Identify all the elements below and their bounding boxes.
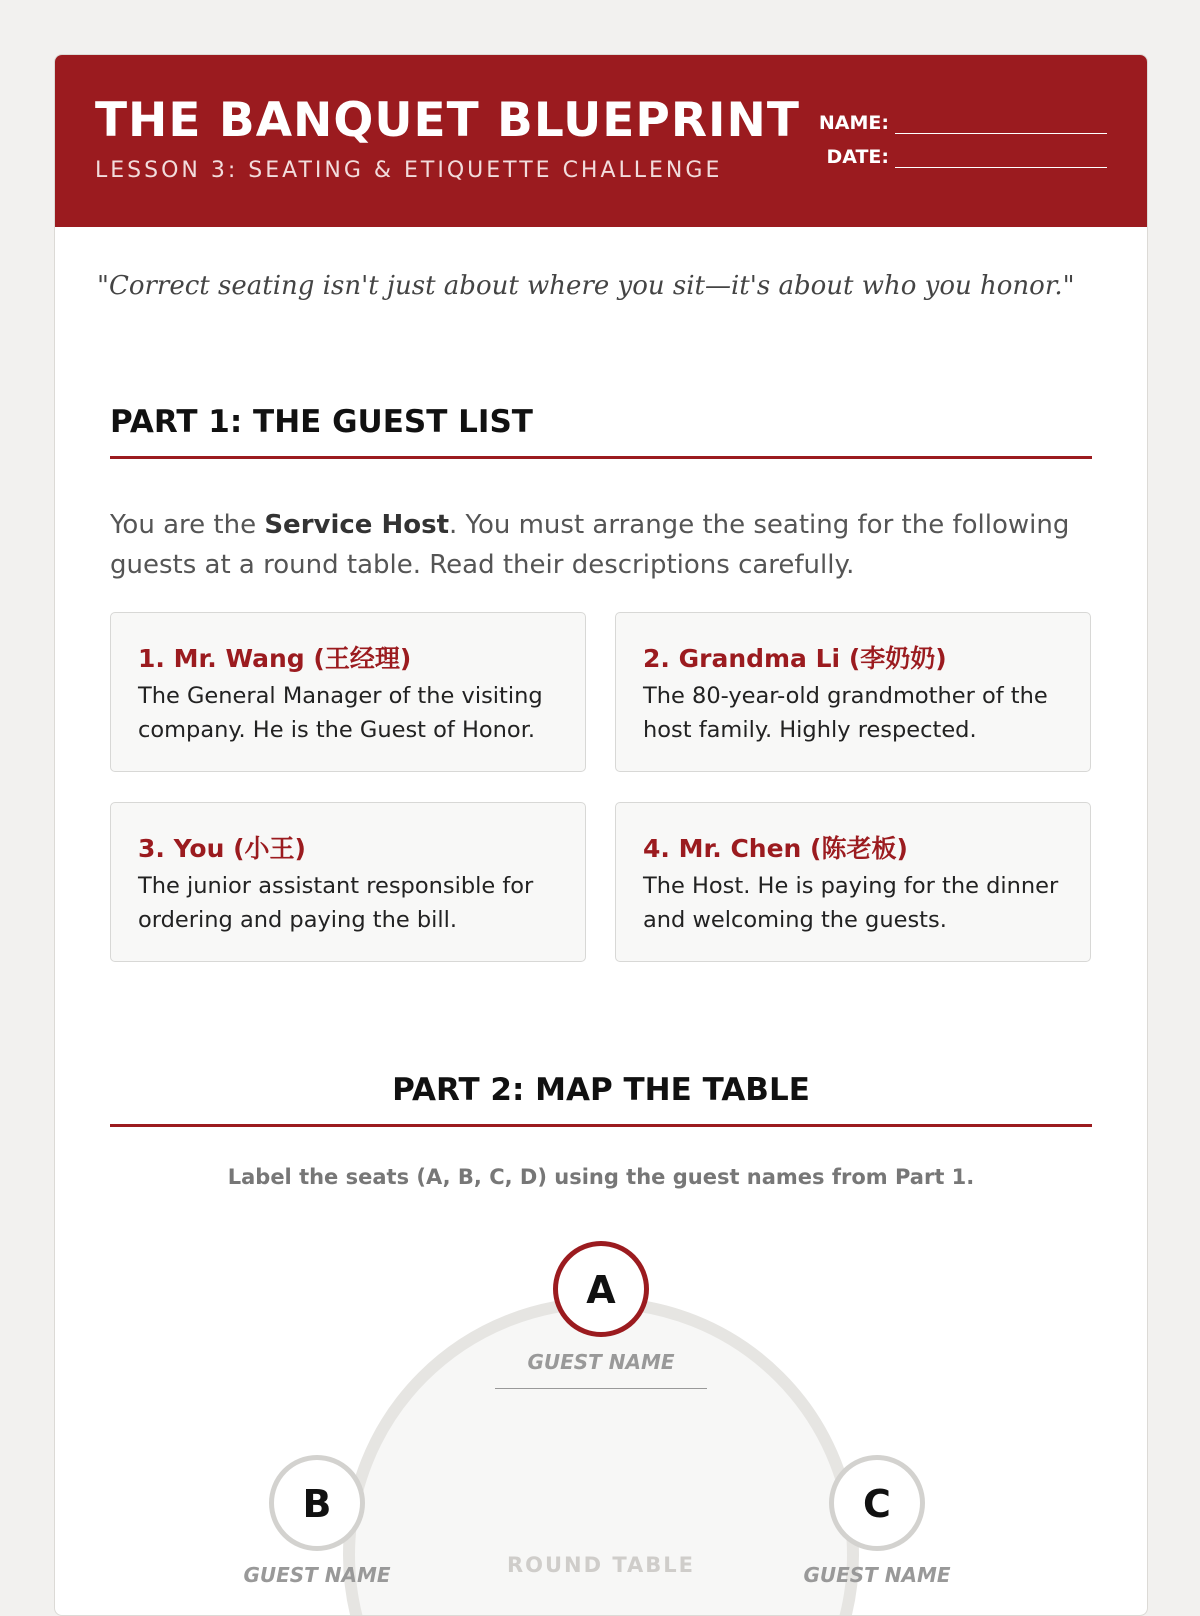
guest-name: 1. Mr. Wang (王经理)	[138, 644, 412, 673]
guest-card-wang	[110, 612, 586, 772]
worksheet-card	[54, 54, 1148, 1616]
seating-diagram	[55, 1225, 1147, 1616]
part2-heading: PART 2: MAP THE TABLE	[110, 1072, 1092, 1127]
seat-a-guest-name-blank[interactable]: GUEST NAME	[495, 1350, 707, 1389]
guest-description: The 80-year-old grandmother of the host family. Highly respected.	[643, 683, 1048, 743]
intro-quote: "Correct seating isn't just about where you sit—it's about who you honor."	[97, 271, 1075, 301]
guest-description: The General Manager of the visiting company. He is the Guest of Honor.	[138, 683, 543, 743]
worksheet-title: THE BANQUET BLUEPRINT	[95, 93, 800, 148]
seat-b-guest-name-blank[interactable]: GUEST NAME	[243, 1563, 391, 1587]
date-label: DATE:	[826, 146, 889, 168]
guest-name: 3. You (小王)	[138, 834, 306, 863]
guest-card-grandma-li	[615, 612, 1091, 772]
guest-name: 2. Grandma Li (李奶奶)	[643, 644, 947, 673]
intro-role: Service Host	[264, 510, 449, 540]
intro-text-start: You are the	[110, 510, 265, 540]
part1-heading: PART 1: THE GUEST LIST	[110, 404, 1092, 459]
date-field[interactable]	[826, 146, 1107, 168]
name-label: NAME:	[818, 112, 889, 134]
guest-name: 4. Mr. Chen (陈老板)	[643, 834, 908, 863]
part2-instruction: Label the seats (A, B, C, D) using the guest names from Part 1.	[227, 1165, 975, 1189]
header-banner	[55, 55, 1147, 227]
seat-a[interactable]: A	[553, 1241, 649, 1337]
round-table-label: ROUND TABLE	[506, 1553, 696, 1577]
guest-description: The Host. He is paying for the dinner and welcoming the guests.	[643, 873, 1059, 933]
lesson-subtitle: LESSON 3: SEATING & ETIQUETTE CHALLENGE	[95, 158, 723, 183]
name-field[interactable]	[819, 112, 1107, 134]
seat-c[interactable]: C	[829, 1455, 925, 1551]
guest-card-chen	[615, 802, 1091, 962]
guest-description: The junior assistant responsible for ordering and paying the bill.	[138, 873, 534, 933]
guest-card-you	[110, 802, 586, 962]
date-blank-line[interactable]	[895, 149, 1107, 168]
part1-instructions	[110, 505, 1092, 585]
seat-c-guest-name-blank[interactable]: GUEST NAME	[803, 1563, 951, 1587]
seat-b[interactable]: B	[269, 1455, 365, 1551]
name-blank-line[interactable]	[895, 115, 1107, 134]
intro-text-end: . You must arrange the seating for the following guests at a round table. Read their descriptions carefully.	[110, 510, 1070, 580]
